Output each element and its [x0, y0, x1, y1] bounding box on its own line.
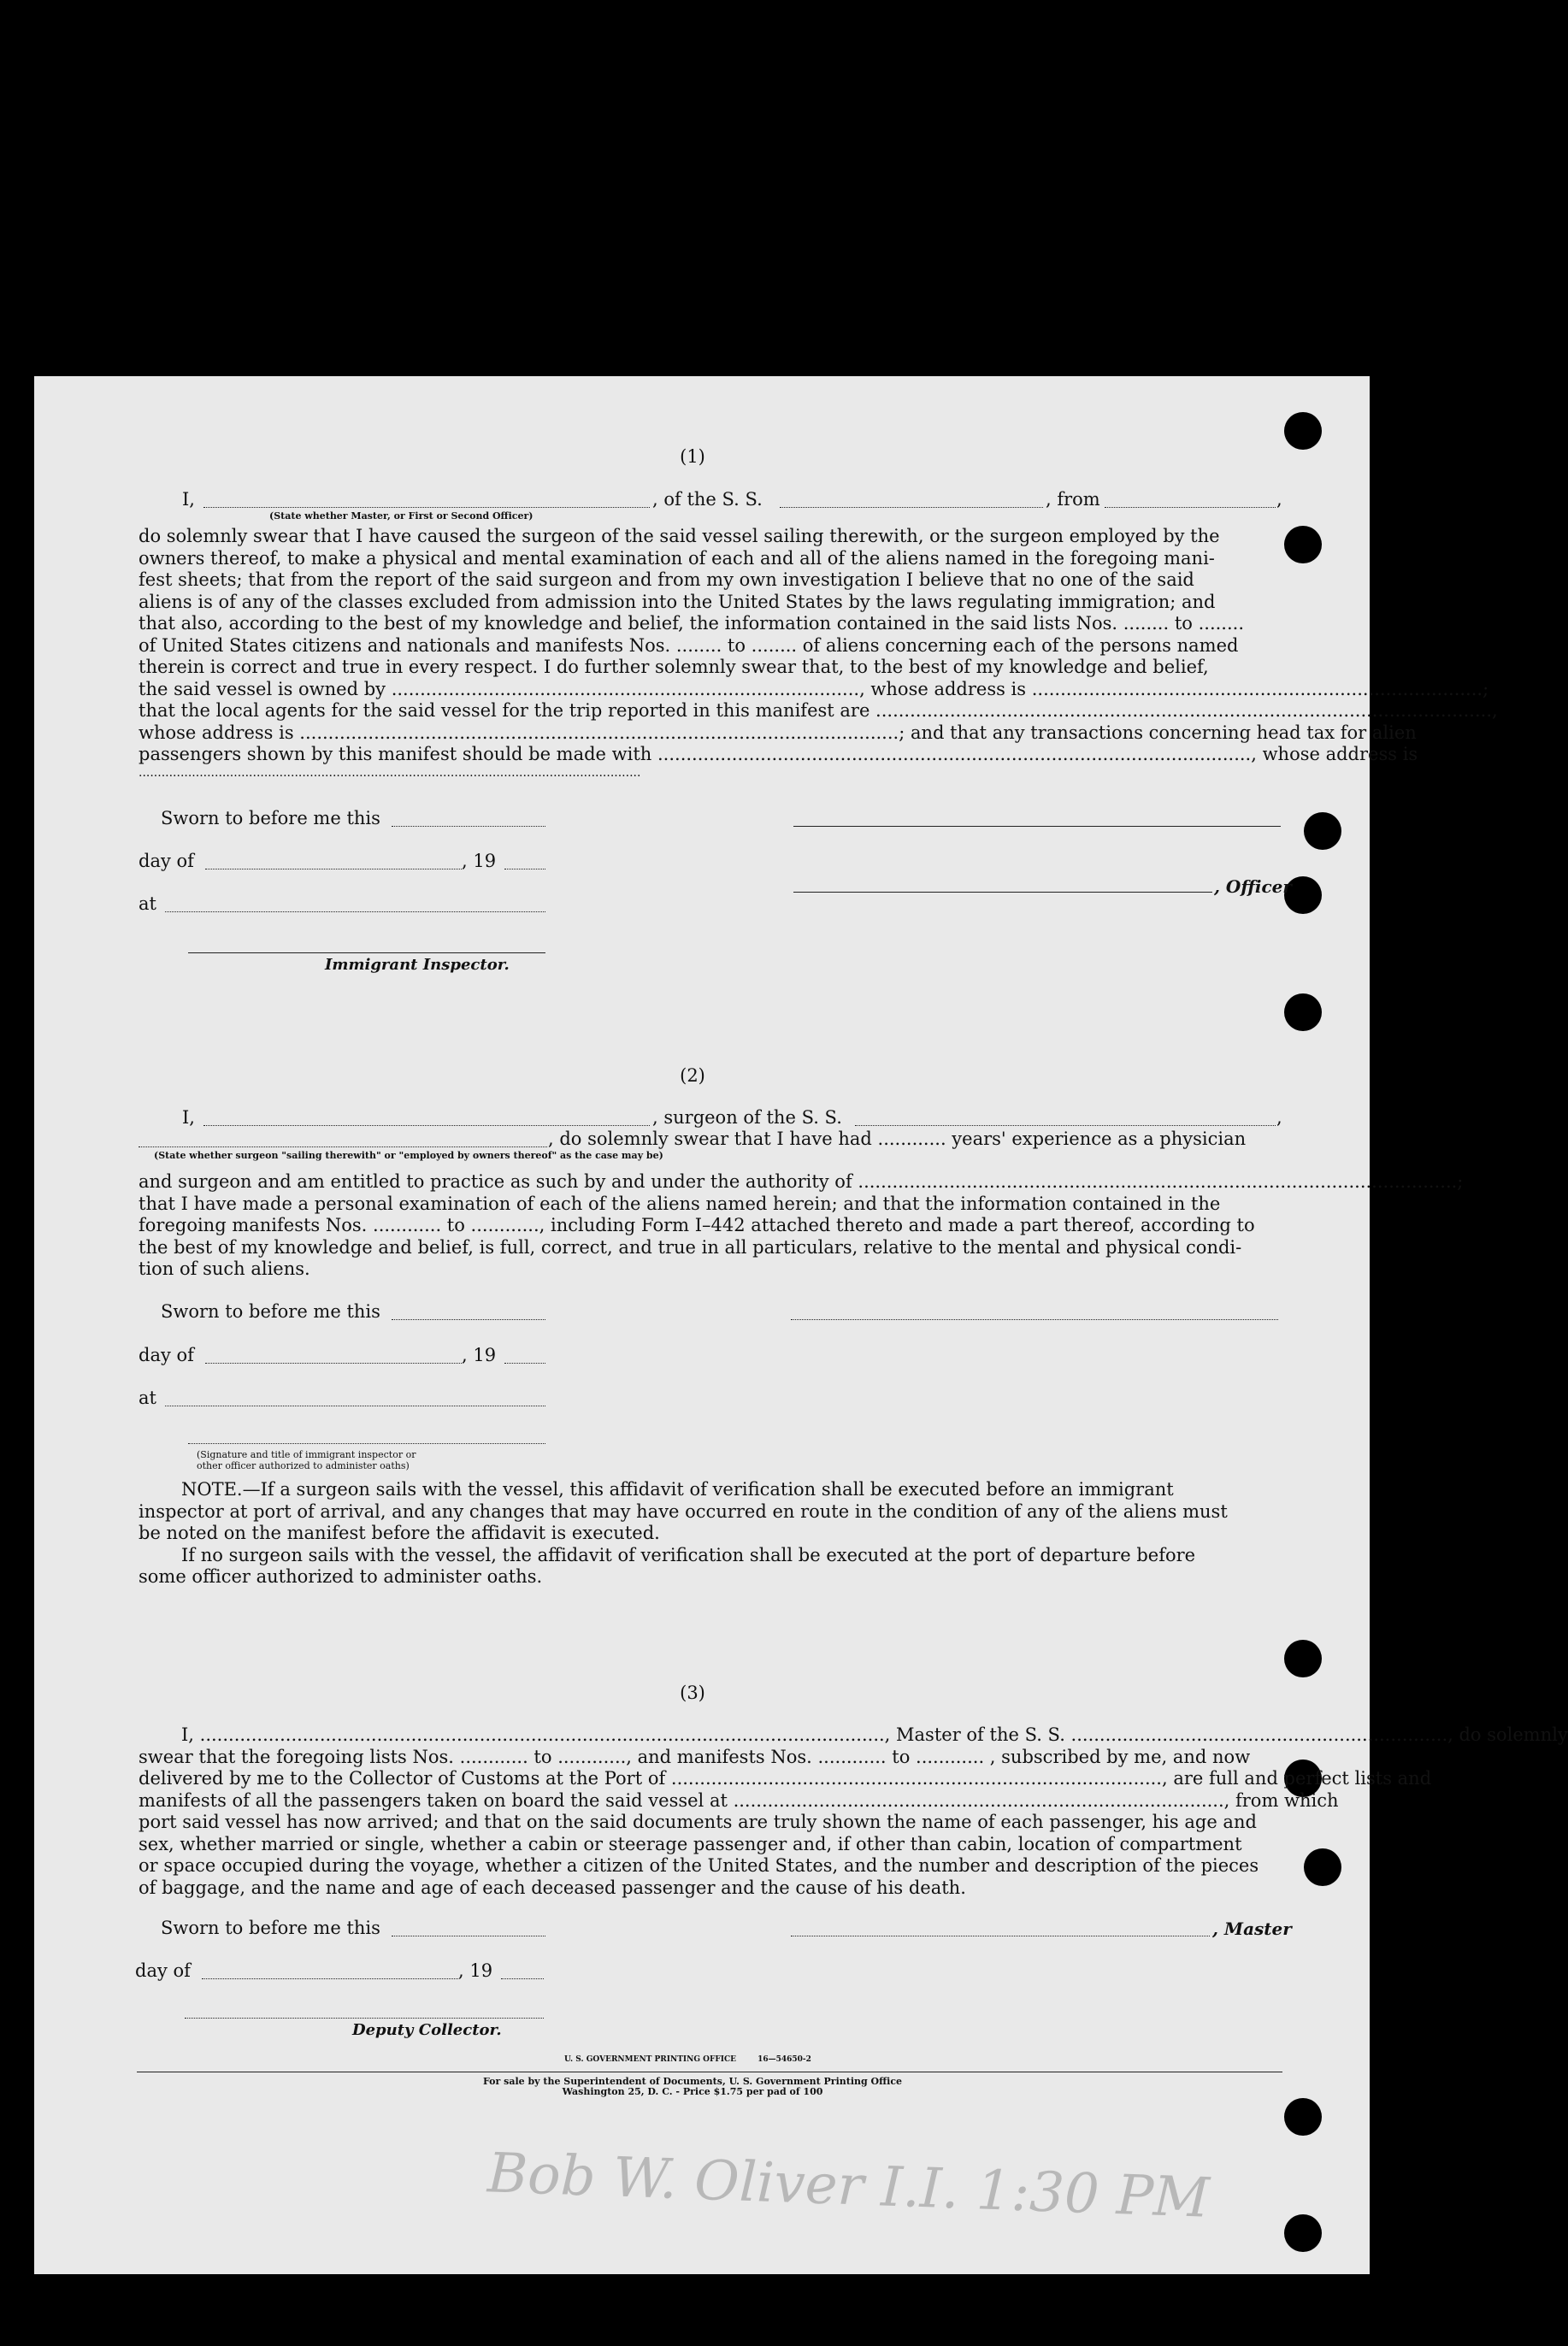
master-label: , Master	[1212, 1919, 1292, 1939]
sworn-label: Sworn to before me this	[161, 1301, 380, 1322]
punch-hole	[1284, 2098, 1322, 2136]
body-line: delivered by me to the Collector of Customs at the Port of ......................................................................................, are full and perfect lists and	[139, 1768, 1432, 1789]
punch-hole	[1284, 993, 1322, 1031]
gpo-imprint: U. S. GOVERNMENT PRINTING OFFICE 16—54650-2	[564, 2055, 811, 2064]
body-line: tion of such aliens.	[139, 1258, 310, 1279]
day-of-label: day of	[139, 851, 194, 871]
blank-year	[501, 1978, 544, 1979]
body-line: that I have made a personal examination of each of the aliens named herein; and that the information contained in the	[139, 1193, 1221, 1214]
blank-surgeon-status	[139, 1146, 547, 1147]
punch-hole	[1284, 1640, 1322, 1677]
swear-line: , do solemnly swear that I have had ............ years' experience as a physician	[548, 1129, 1247, 1149]
from-label: , from	[1046, 489, 1100, 510]
note-line: inspector at port of arrival, and any changes that may have occurred en route in the condition of any of the aliens must	[139, 1500, 1228, 1522]
sworn-label: Sworn to before me this	[161, 1918, 380, 1938]
body-line: that also, according to the best of my knowledge and belief, the information contained in the said lists Nos. ........ to ........	[139, 613, 1244, 634]
i-label: I,	[182, 489, 195, 510]
blank-officer	[203, 507, 650, 508]
signature-line	[791, 1319, 1278, 1320]
i-label: I,	[182, 1107, 195, 1128]
at-label: at	[139, 893, 156, 914]
body-line: therein is correct and true in every respect. I do further solemnly swear that, to the best of my knowledge and belief,	[139, 657, 1209, 677]
punch-hole	[1284, 526, 1322, 563]
body-line: passengers shown by this manifest should be made with ........................................................................................................, whose address is	[139, 744, 1418, 764]
day-of-label: day of	[139, 1345, 194, 1365]
year-label: , 19	[462, 1345, 497, 1365]
blank-surgeon-name	[203, 1125, 650, 1126]
vessel-label: , of the S. S.	[652, 489, 763, 510]
blank-day	[205, 1363, 462, 1364]
sig-note-1: (Signature and title of immigrant inspector or	[197, 1449, 416, 1460]
body-line: manifests of all the passengers taken on board the said vessel at ......................................................................................, from which	[139, 1789, 1339, 1811]
sale-line-2: Washington 25, D. C. - Price $1.75 per pad of 100	[562, 2086, 823, 2097]
officer-signature-line	[793, 892, 1212, 893]
body-line: I, ........................................................................................................................, Master of the S. S. .................................................................., do solemnly	[181, 1724, 1568, 1745]
punch-hole	[1284, 412, 1322, 450]
at-label: at	[139, 1388, 156, 1408]
body-line: swear that the foregoing lists Nos. ............ to ............, and manifests Nos. ............ to ............ , subscribed by me, and now	[139, 1746, 1251, 1767]
body-line: and surgeon and am entitled to practice as such by and under the authority of .........................................................................................................;	[139, 1171, 1464, 1192]
form-page	[34, 376, 1568, 2274]
punch-hole	[1304, 1848, 1341, 1886]
body-line: whose address is .........................................................................................................; and that any transactions concerning head tax for alien	[139, 722, 1417, 743]
signature-line	[793, 826, 1281, 827]
inspector-signature-line	[188, 1443, 545, 1444]
deputy-signature-line	[185, 2018, 544, 2019]
blank-at	[165, 911, 545, 912]
blank-year	[504, 1363, 545, 1364]
blank-sworn-date	[392, 826, 545, 827]
officer-label: , Officer	[1214, 876, 1292, 897]
body-line: ....................................................................................................................................	[139, 766, 641, 780]
section-number: (3)	[680, 1683, 705, 1703]
blank-sworn-date	[392, 1319, 545, 1320]
body-line: of baggage, and the name and age of each deceased passenger and the cause of his death.	[139, 1877, 966, 1898]
note-line: be noted on the manifest before the affidavit is executed.	[139, 1523, 660, 1543]
body-line: foregoing manifests Nos. ............ to ............, including Form I–442 attached thereto and made a part thereof, according to	[139, 1215, 1255, 1235]
sworn-label: Sworn to before me this	[161, 808, 380, 828]
sig-note-2: other officer authorized to administer oaths)	[197, 1460, 410, 1471]
punch-hole	[1304, 812, 1341, 850]
body-line: the said vessel is owned by .................................................................................., whose address is ...............................................................................;	[139, 678, 1489, 699]
blank-from	[1105, 507, 1276, 508]
comma: ,	[1276, 489, 1282, 510]
handwritten-signature: Bob W. Oliver I.I. 1:30 PM	[486, 2142, 1211, 2231]
body-line: fest sheets; that from the report of the said surgeon and from my own investigation I believe that no one of the said	[139, 569, 1194, 590]
year-label: , 19	[462, 851, 497, 871]
blank-day	[202, 1978, 458, 1979]
body-line: do solemnly swear that I have caused the surgeon of the said vessel sailing therewith, or the surgeon employed by the	[139, 526, 1220, 546]
surgeon-note: (State whether surgeon "sailing therewith" or "employed by owners thereof" as the case may be)	[154, 1150, 663, 1161]
comma: ,	[1276, 1107, 1282, 1128]
day-of-label: day of	[135, 1960, 191, 1981]
year-label: , 19	[458, 1960, 493, 1981]
note-line: NOTE.—If a surgeon sails with the vessel, this affidavit of verification shall be executed before an immigrant	[181, 1479, 1174, 1500]
inspector-label: Immigrant Inspector.	[325, 956, 510, 974]
body-line: or space occupied during the voyage, whether a citizen of the United States, and the number and description of the pieces	[139, 1855, 1259, 1876]
section-number: (1)	[680, 446, 705, 467]
body-line: of United States citizens and nationals and manifests Nos. ........ to ........ of aliens concerning each of the persons named	[139, 634, 1239, 656]
body-line: that the local agents for the said vessel for the trip reported in this manifest are ............................................................................................................,	[139, 700, 1498, 721]
officer-note: (State whether Master, or First or Second Officer)	[269, 510, 533, 522]
blank-vessel	[855, 1125, 1276, 1126]
deputy-label: Deputy Collector.	[352, 2021, 502, 2039]
note-line: If no surgeon sails with the vessel, the affidavit of verification shall be executed at the port of departure before	[181, 1544, 1196, 1565]
section-number: (2)	[680, 1065, 705, 1086]
punch-hole	[1284, 2214, 1322, 2252]
note-line: some officer authorized to administer oaths.	[139, 1566, 543, 1587]
body-line: sex, whether married or single, whether a cabin or steerage passenger and, if other than cabin, location of compartment	[139, 1833, 1242, 1854]
body-line: owners thereof, to make a physical and mental examination of each and all of the aliens named in the foregoing mani-	[139, 547, 1215, 569]
body-line: the best of my knowledge and belief, is full, correct, and true in all particulars, relative to the mental and physical condi-	[139, 1236, 1242, 1258]
body-line: port said vessel has now arrived; and that on the said documents are truly shown the name of each passenger, his age and	[139, 1812, 1257, 1832]
inspector-signature-line	[188, 952, 545, 953]
surgeon-label: , surgeon of the S. S.	[652, 1107, 842, 1128]
body-line: aliens is of any of the classes excluded from admission into the United States by the laws regulating immigration; and	[139, 591, 1216, 612]
blank-vessel	[780, 507, 1043, 508]
sale-line-1: For sale by the Superintendent of Documents, U. S. Government Printing Office	[482, 2076, 903, 2087]
